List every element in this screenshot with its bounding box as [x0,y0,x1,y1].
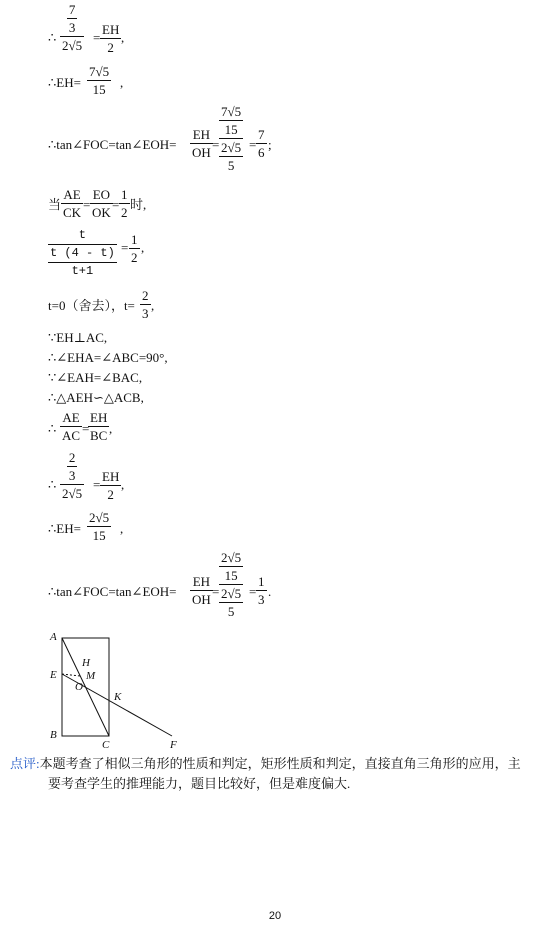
when-text: 当 [48,197,62,212]
fraction-complex [60,450,84,501]
numerator: t (4 - t) [50,246,115,260]
fraction-ae-ck [61,187,83,220]
fraction-eh-oh [190,574,213,607]
fraction-inner [219,140,243,173]
label-a: A [50,631,57,643]
punct: , [109,421,113,436]
fraction-result [256,574,267,607]
punct: , [121,30,125,45]
numerator: EH [192,127,211,142]
punct: . [268,584,272,599]
statement-perpendicular: ∵EH⊥AC, [48,330,108,345]
denominator: 15 [224,122,238,137]
eh-eq: ∴EH= [48,75,81,90]
numerator: 7 [68,2,76,17]
fraction-eh-value [87,64,111,97]
punct: , [121,477,125,492]
denominator: 5 [227,158,235,173]
fraction-compound [219,550,243,619]
fraction-inner [67,450,78,483]
denominator: OH [192,145,211,160]
fraction-inner [219,586,243,619]
page-number: 20 [268,910,282,922]
numerator: 7√5 [89,64,110,79]
label-e: E [50,669,57,681]
tan-eq: ∴tan∠FOC=tan∠EOH= [48,137,177,152]
numerator: 1 [131,232,138,247]
denominator: 3 [258,592,265,607]
label-b: B [50,729,57,741]
numerator: 7√5 [221,104,242,119]
numerator: EH [90,410,108,425]
fraction-result [256,127,267,160]
numerator: AE [62,410,80,425]
numerator: t [78,228,86,242]
comment-text: 本题考查了相似三角形的性质和判定，矩形性质和判定，直接直角三角形的应用，主 [39,756,521,771]
numerator: 1 [121,187,128,202]
numerator: AE [63,187,81,202]
t-solution-text: t=0（舍去），t= [48,298,135,313]
statement-angles: ∴∠EHA=∠ABC=90°, [48,350,168,365]
fraction-complex [60,2,84,53]
fraction-eh-bc [88,410,109,443]
denominator: t+1 [71,264,94,278]
label-m: M [86,670,96,682]
numerator: EH [102,22,120,37]
fraction-eh-2 [100,469,121,502]
numerator: EH [102,469,120,484]
numerator: 2√5 [221,550,242,565]
fraction-eh-value [87,510,111,543]
fraction-inner [67,2,78,35]
fraction-half [129,232,140,265]
fraction-eh-oh [190,127,213,160]
punct: , [141,240,145,255]
fraction-compound [219,104,243,173]
numerator: 7 [258,127,265,142]
label-f: F [170,739,177,750]
numerator: EH [192,574,211,589]
denominator: 15 [92,82,106,97]
denominator: 2 [121,205,128,220]
numerator: 2√5 [221,586,242,601]
when-suffix: 时, [130,197,147,212]
numerator: 2 [142,288,149,303]
comment-line-1 [10,754,521,774]
denominator: OH [192,592,211,607]
therefore-symbol: ∴ [48,477,57,492]
comment-line-2: 要考查学生的推理能力，题目比较好，但是难度偏大. [48,776,351,791]
geometry-figure [40,628,190,750]
tan-eq: ∴tan∠FOC=tan∠EOH= [48,584,177,599]
denominator: 3 [142,306,149,321]
fraction-inner [219,104,243,137]
denominator: 3 [68,468,76,483]
fraction-eo-ok [90,187,113,220]
fraction-two-thirds [140,288,151,321]
statement-similar: ∴△AEH∽△ACB, [48,390,144,405]
denominator: 2 [131,250,138,265]
label-h: H [82,657,90,669]
numerator: EO [92,187,111,202]
fraction-inner [219,550,243,583]
numerator: 2 [68,450,76,465]
numerator: 2√5 [221,140,242,155]
therefore-symbol: ∴ [48,30,57,45]
fraction-eh-2 [100,22,121,55]
denominator: CK [63,205,82,220]
denominator: AC [62,428,81,443]
denominator: BC [90,428,108,443]
denominator: OK [92,205,111,220]
denominator: 2 [107,40,114,55]
punct: , [151,298,155,313]
numerator: 1 [258,574,265,589]
label-o: O [75,681,83,693]
punct: ; [268,137,272,152]
therefore-symbol: ∴ [48,421,57,436]
denominator: 2 [107,487,114,502]
statement-equal-angles: ∵∠EAH=∠BAC, [48,370,143,385]
eh-eq: ∴EH= [48,521,81,536]
comment-label: 点评: [10,756,40,771]
denominator: 3 [68,20,76,35]
label-k: K [114,691,122,703]
denominator: 15 [224,568,238,583]
fraction-inner [48,246,117,279]
punct: , [120,521,124,536]
fraction-ae-ac [60,410,82,443]
denominator: 2√5 [62,38,83,53]
fraction-t-expr [48,228,117,279]
denominator: 5 [227,604,235,619]
punct: , [120,75,124,90]
numerator: 2√5 [89,510,110,525]
fraction-half [119,187,130,220]
denominator: 2√5 [62,486,83,501]
denominator: 6 [258,145,265,160]
label-c: C [102,739,110,750]
denominator: 15 [92,528,106,543]
